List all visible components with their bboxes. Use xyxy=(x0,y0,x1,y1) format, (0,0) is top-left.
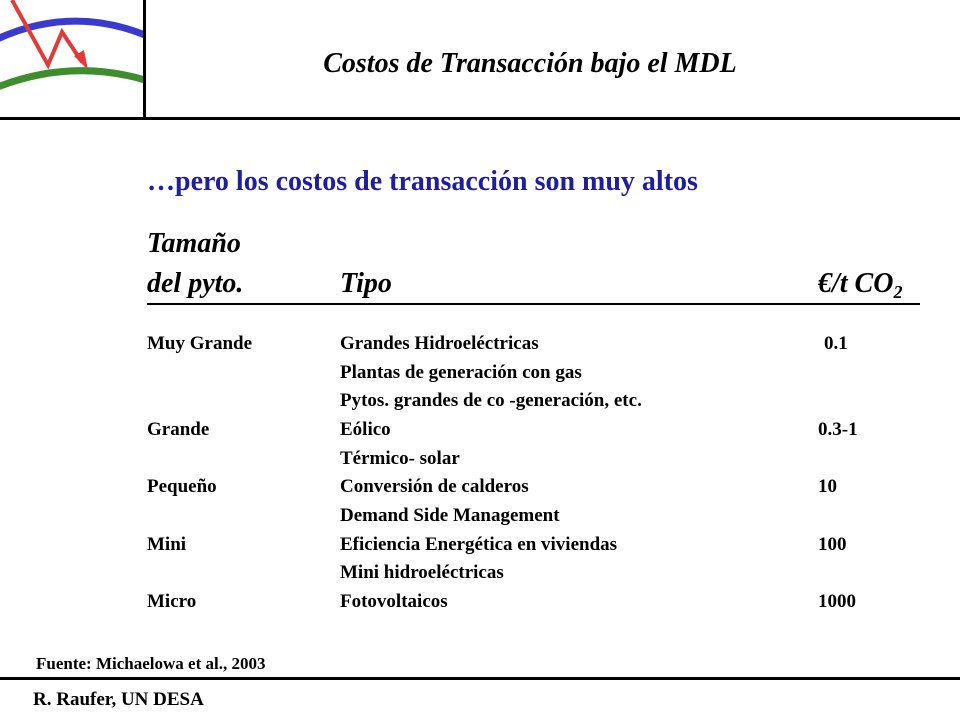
row-type: Pytos. grandes de co -generación, etc. xyxy=(340,390,642,411)
header-cost-subscript: 2 xyxy=(893,282,903,302)
header-cost-label: €/t CO xyxy=(818,268,894,299)
footer-divider xyxy=(0,677,960,680)
row-type: Eficiencia Energética en viviendas xyxy=(340,534,618,555)
slide-subtitle: …pero los costos de transacción son muy altos xyxy=(147,166,698,197)
row-cost: 0.3-1 xyxy=(818,419,858,440)
row-type: Eólico xyxy=(340,419,391,440)
row-type: Mini hidroeléctricas xyxy=(340,562,504,583)
slide-title: Costos de Transacción bajo el MDL xyxy=(323,48,737,79)
header-size-line1: Tamaño xyxy=(147,228,241,259)
row-type: Fotovoltaicos xyxy=(340,591,448,612)
row-size: Mini xyxy=(147,534,187,555)
header-type: Tipo xyxy=(340,268,392,299)
row-type: Conversión de calderos xyxy=(340,476,529,497)
row-size: Grande xyxy=(147,419,210,440)
row-cost: 100 xyxy=(818,534,847,555)
header-cost xyxy=(818,268,902,303)
row-type: Plantas de generación con gas xyxy=(340,362,582,383)
row-cost: 10 xyxy=(818,476,837,497)
row-size: Pequeño xyxy=(147,476,217,497)
row-type: Grandes Hidroeléctricas xyxy=(340,333,539,354)
source-citation: Fuente: Michaelowa et al., 2003 xyxy=(36,654,266,673)
footer-author: R. Raufer, UN DESA xyxy=(33,689,204,710)
row-type: Térmico- solar xyxy=(340,448,460,469)
row-size: Muy Grande xyxy=(147,333,253,354)
row-size: Micro xyxy=(147,591,197,612)
row-type: Demand Side Management xyxy=(340,505,560,526)
climate-globe-arrow-logo xyxy=(0,0,145,118)
header-horizontal-divider xyxy=(0,117,960,120)
table-header-underline xyxy=(147,303,920,305)
row-cost: 1000 xyxy=(818,591,856,612)
row-cost: 0.1 xyxy=(824,333,848,354)
header-size-line2: del pyto. xyxy=(147,268,244,299)
